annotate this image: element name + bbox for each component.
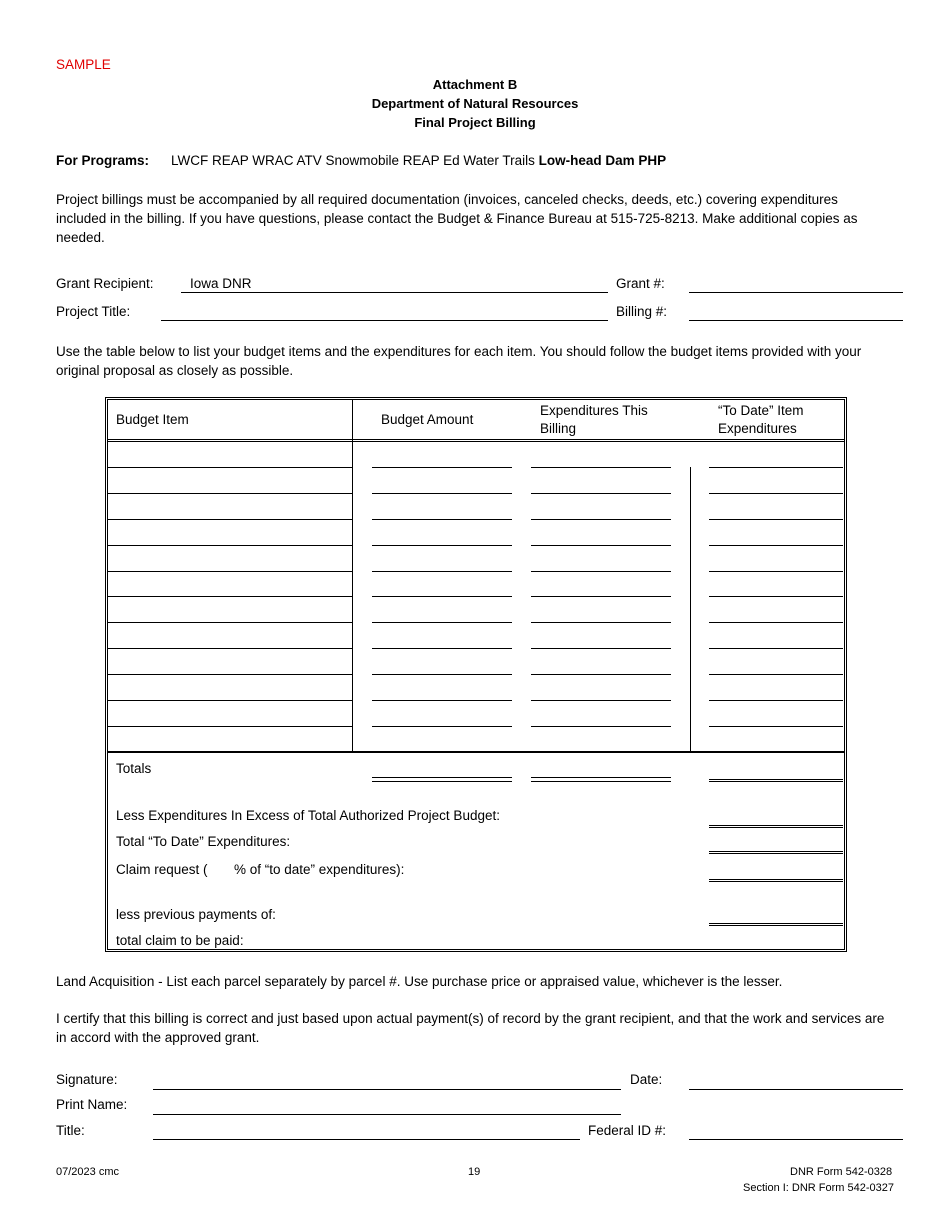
budget-amount-cell[interactable] [372, 700, 512, 701]
footer-section-form: Section I: DNR Form 542-0327 [743, 1182, 895, 1194]
this-billing-cell[interactable] [531, 726, 671, 727]
budget-item-cell[interactable] [107, 648, 352, 649]
federal-id-field[interactable] [689, 1139, 903, 1140]
total-this-billing-field[interactable] [531, 777, 671, 782]
to-date-cell[interactable] [709, 648, 843, 649]
claim-request-field[interactable] [709, 879, 843, 880]
budget-amount-cell[interactable] [372, 493, 512, 494]
this-billing-cell[interactable] [531, 622, 671, 623]
total-to-date-expenditures-field[interactable] [709, 851, 843, 852]
budget-amount-cell[interactable] [372, 622, 512, 623]
programs-label: For Programs: [56, 153, 150, 168]
totals-label: Totals [116, 761, 152, 776]
claim-request-label-a: Claim request ( [116, 862, 208, 877]
budget-item-cell[interactable] [107, 545, 352, 546]
budget-item-cell[interactable] [107, 519, 352, 520]
this-billing-cell[interactable] [531, 467, 671, 468]
signature-field[interactable] [153, 1089, 621, 1090]
to-date-cell[interactable] [709, 493, 843, 494]
programs-list [171, 153, 666, 168]
to-date-cell[interactable] [709, 726, 843, 727]
this-billing-cell[interactable] [531, 674, 671, 675]
sample-label: SAMPLE [56, 57, 111, 72]
grant-number-field[interactable] [689, 292, 903, 293]
total-claim-label: total claim to be paid: [116, 933, 244, 948]
form-attachment-title: Attachment B [432, 77, 518, 92]
page-number: 19 [468, 1166, 481, 1178]
intro-paragraph: Project billings must be accompanied by all required documentation (invoices, canceled checks, deeds, etc.) covering expenditures included in the billing. If you have questions, please contact the Budget & Finance Bureau at 515-725-8213. Make additional copies as needed. [56, 192, 858, 245]
title-label: Title: [56, 1123, 85, 1138]
less-excess-field[interactable] [709, 825, 843, 826]
col-expenditures-this-billing-l1: Expenditures This [540, 403, 648, 418]
grant-recipient-field[interactable] [181, 292, 608, 293]
budget-amount-cell[interactable] [372, 571, 512, 572]
budget-amount-cell[interactable] [372, 726, 512, 727]
date-label: Date: [630, 1072, 663, 1087]
claim-request-label-b: % of “to date” expenditures): [234, 862, 405, 877]
grant-number-label: Grant #: [616, 276, 665, 291]
col-to-date-l1: “To Date” Item [718, 403, 804, 418]
title-field[interactable] [153, 1139, 580, 1140]
to-date-cell[interactable] [709, 596, 843, 597]
this-billing-cell[interactable] [531, 571, 671, 572]
form-department-title: Department of Natural Resources [371, 96, 579, 111]
total-to-date-field[interactable] [709, 779, 843, 780]
programs-selected-item: Low-head Dam PHP [538, 153, 667, 168]
land-acquisition-note: Land Acquisition - List each parcel separately by parcel #. Use purchase price or appraised value, whichever is the lesser. [56, 974, 783, 989]
budget-amount-cell[interactable] [372, 648, 512, 649]
budget-item-cell[interactable] [107, 674, 352, 675]
to-date-cell[interactable] [709, 674, 843, 675]
budget-item-cell[interactable] [107, 596, 352, 597]
project-title-field[interactable] [161, 320, 608, 321]
this-billing-cell[interactable] [531, 493, 671, 494]
form-billing-title: Final Project Billing [414, 115, 536, 130]
less-previous-field[interactable] [709, 923, 843, 924]
to-date-cell[interactable] [709, 467, 843, 468]
this-billing-cell[interactable] [531, 596, 671, 597]
budget-amount-cell[interactable] [372, 467, 512, 468]
signature-label: Signature: [56, 1072, 118, 1087]
this-billing-cell[interactable] [531, 545, 671, 546]
this-billing-cell[interactable] [531, 519, 671, 520]
budget-item-cell[interactable] [107, 700, 352, 701]
grant-recipient-label: Grant Recipient: [56, 276, 154, 291]
this-billing-cell[interactable] [531, 700, 671, 701]
less-previous-label: less previous payments of: [116, 907, 276, 922]
date-field[interactable] [689, 1089, 903, 1090]
budget-amount-cell[interactable] [372, 674, 512, 675]
billing-number-label: Billing #: [616, 304, 668, 319]
print-name-label: Print Name: [56, 1097, 128, 1112]
total-to-date-label: Total “To Date” Expenditures: [116, 834, 291, 849]
table-instructions: Use the table below to list your budget items and the expenditures for each item. You should follow the budget items provided with your original proposal as closely as possible. [56, 344, 862, 378]
budget-item-cell[interactable] [107, 622, 352, 623]
programs-list-text: LWCF REAP WRAC ATV Snowmobile REAP Ed Water Trails [171, 153, 535, 168]
print-name-field[interactable] [153, 1114, 621, 1115]
to-date-cell[interactable] [709, 571, 843, 572]
budget-item-cell[interactable] [107, 493, 352, 494]
budget-item-cell[interactable] [107, 571, 352, 572]
budget-amount-cell[interactable] [372, 519, 512, 520]
budget-amount-cell[interactable] [372, 545, 512, 546]
col-budget-item: Budget Item [116, 412, 189, 427]
grant-recipient-value: Iowa DNR [190, 276, 252, 291]
budget-item-cell[interactable] [107, 467, 352, 468]
col-budget-amount: Budget Amount [381, 412, 474, 427]
budget-amount-cell[interactable] [372, 596, 512, 597]
billing-number-field[interactable] [689, 320, 903, 321]
federal-id-label: Federal ID #: [588, 1123, 667, 1138]
certification-statement: I certify that this billing is correct and just based upon actual payment(s) of record by the grant recipient, and that the work and services are in accord with the approved grant. [56, 1011, 885, 1045]
footer-form-number: DNR Form 542-0328 [790, 1166, 893, 1178]
to-date-cell[interactable] [709, 545, 843, 546]
footer-revision: 07/2023 cmc [56, 1166, 119, 1178]
col-to-date-l2: Expenditures [718, 421, 797, 436]
to-date-cell[interactable] [709, 622, 843, 623]
total-budget-amount-field[interactable] [372, 777, 512, 782]
to-date-cell[interactable] [709, 519, 843, 520]
to-date-cell[interactable] [709, 700, 843, 701]
budget-item-cell[interactable] [107, 726, 352, 727]
project-title-label: Project Title: [56, 304, 131, 319]
this-billing-cell[interactable] [531, 648, 671, 649]
col-expenditures-this-billing-l2: Billing [540, 421, 577, 436]
less-excess-label: Less Expenditures In Excess of Total Authorized Project Budget: [116, 808, 500, 823]
